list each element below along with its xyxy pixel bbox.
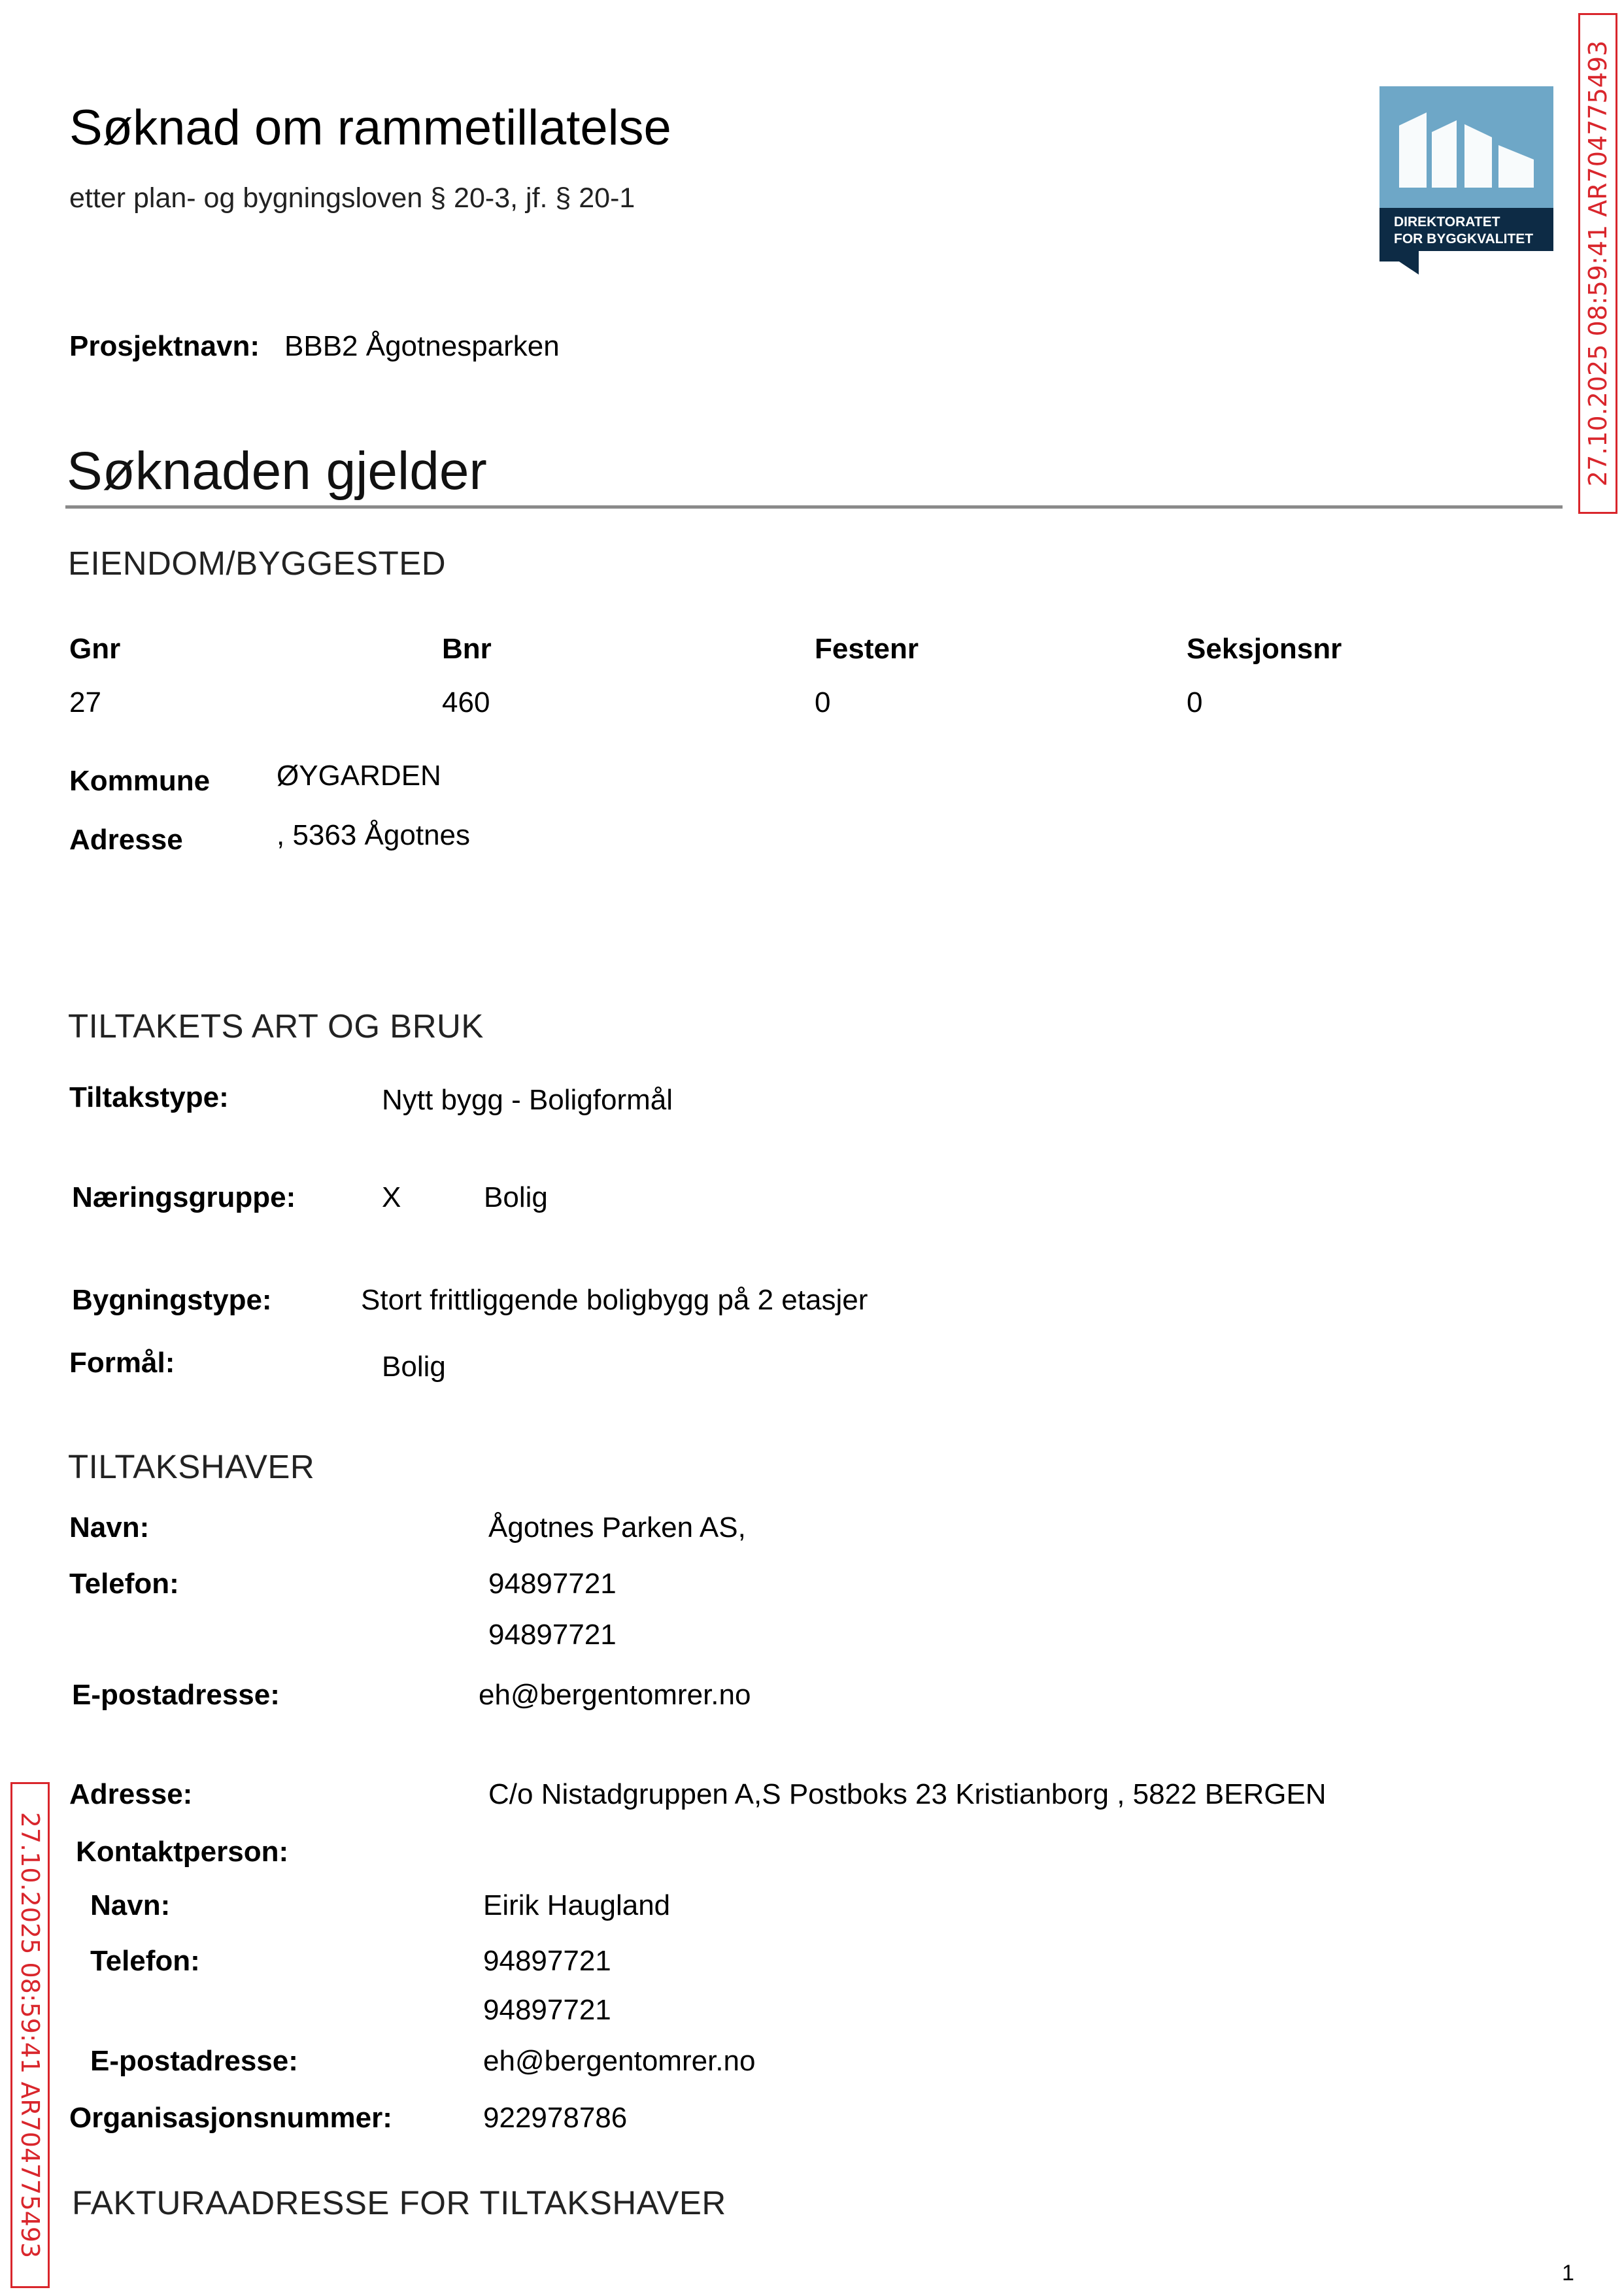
- festenr-label: Festenr: [815, 633, 919, 665]
- adresse-label: Adresse: [69, 824, 183, 856]
- tiltakshaver-epost-value: eh@bergentomrer.no: [479, 1679, 751, 1711]
- tiltakshaver-navn-label: Navn:: [69, 1511, 150, 1543]
- gnr-label: Gnr: [69, 633, 121, 665]
- tiltakshaver-heading: TILTAKSHAVER: [68, 1448, 315, 1485]
- tiltakshaver-epost-label: E-postadresse:: [72, 1679, 280, 1711]
- kontaktperson-label: Kontaktperson:: [76, 1836, 289, 1868]
- kontakt-telefon-value-2: 94897721: [483, 1994, 611, 2026]
- kontakt-navn-value: Eirik Haugland: [483, 1889, 671, 1921]
- tiltakstype-value: Nytt bygg - Boligformål: [382, 1084, 673, 1116]
- seksjonsnr-label: Seksjonsnr: [1187, 633, 1342, 665]
- page-subtitle: etter plan- og bygningsloven § 20-3, jf. § 20-1: [69, 182, 635, 214]
- tiltak-heading: TILTAKETS ART OG BRUK: [68, 1007, 484, 1045]
- section-divider: [65, 505, 1563, 509]
- page-title: Søknad om rammetillatelse: [69, 100, 671, 156]
- orgnr-label: Organisasjonsnummer:: [69, 2102, 392, 2134]
- bygningstype-value: Stort frittliggende boligbygg på 2 etasjer: [361, 1284, 868, 1316]
- tiltakshaver-telefon-label: Telefon:: [69, 1568, 179, 1600]
- orgnr-value: 922978786: [483, 2102, 628, 2134]
- logo-text-line1: DIREKTORATET: [1394, 214, 1500, 229]
- tiltakshaver-adresse-value: C/o Nistadgruppen A,S Postboks 23 Kristianborg , 5822 BERGEN: [488, 1778, 1327, 1810]
- naeringsgruppe-code: X: [382, 1181, 401, 1213]
- adresse-value: , 5363 Ågotnes: [277, 819, 471, 851]
- kontakt-navn-label: Navn:: [90, 1889, 171, 1921]
- tiltakshaver-navn-value: Ågotnes Parken AS,: [488, 1511, 746, 1543]
- kommune-label: Kommune: [69, 765, 211, 797]
- timestamp-stamp-right: 27.10.2025 08:59:41 AR704775493: [1578, 13, 1617, 514]
- logo-text-line2: FOR BYGGKVALITET: [1394, 231, 1534, 246]
- bnr-label: Bnr: [442, 633, 492, 665]
- formaal-value: Bolig: [382, 1351, 446, 1383]
- section-title: Søknaden gjelder: [67, 441, 487, 501]
- timestamp-stamp-left: 27.10.2025 08:59:41 AR704775493: [10, 1782, 50, 2288]
- tiltakshaver-telefon-value-1: 94897721: [488, 1568, 617, 1600]
- kontakt-telefon-value-1: 94897721: [483, 1945, 611, 1977]
- tiltakshaver-telefon-value-2: 94897721: [488, 1619, 617, 1651]
- tiltakshaver-adresse-label: Adresse:: [69, 1778, 193, 1810]
- project-name-value: BBB2 Ågotnesparken: [284, 330, 560, 362]
- gnr-value: 27: [69, 686, 101, 718]
- seksjonsnr-value: 0: [1187, 686, 1203, 718]
- tiltakstype-label: Tiltakstype:: [69, 1081, 229, 1113]
- festenr-value: 0: [815, 686, 831, 718]
- bygningstype-label: Bygningstype:: [72, 1284, 272, 1316]
- kontakt-epost-value: eh@bergentomrer.no: [483, 2045, 756, 2077]
- bnr-value: 460: [442, 686, 490, 718]
- page-number: 1: [1562, 2261, 1574, 2286]
- kommune-value: ØYGARDEN: [277, 760, 441, 792]
- naeringsgruppe-value: Bolig: [484, 1181, 548, 1213]
- naeringsgruppe-label: Næringsgruppe:: [72, 1181, 296, 1213]
- project-name-label: Prosjektnavn:: [69, 330, 260, 362]
- kontakt-telefon-label: Telefon:: [90, 1945, 200, 1977]
- kontakt-epost-label: E-postadresse:: [90, 2045, 298, 2077]
- eiendom-heading: EIENDOM/BYGGESTED: [68, 545, 447, 582]
- faktura-heading: FAKTURAADRESSE FOR TILTAKSHAVER: [72, 2184, 726, 2221]
- formaal-label: Formål:: [69, 1347, 175, 1379]
- dibk-logo: [1379, 86, 1553, 275]
